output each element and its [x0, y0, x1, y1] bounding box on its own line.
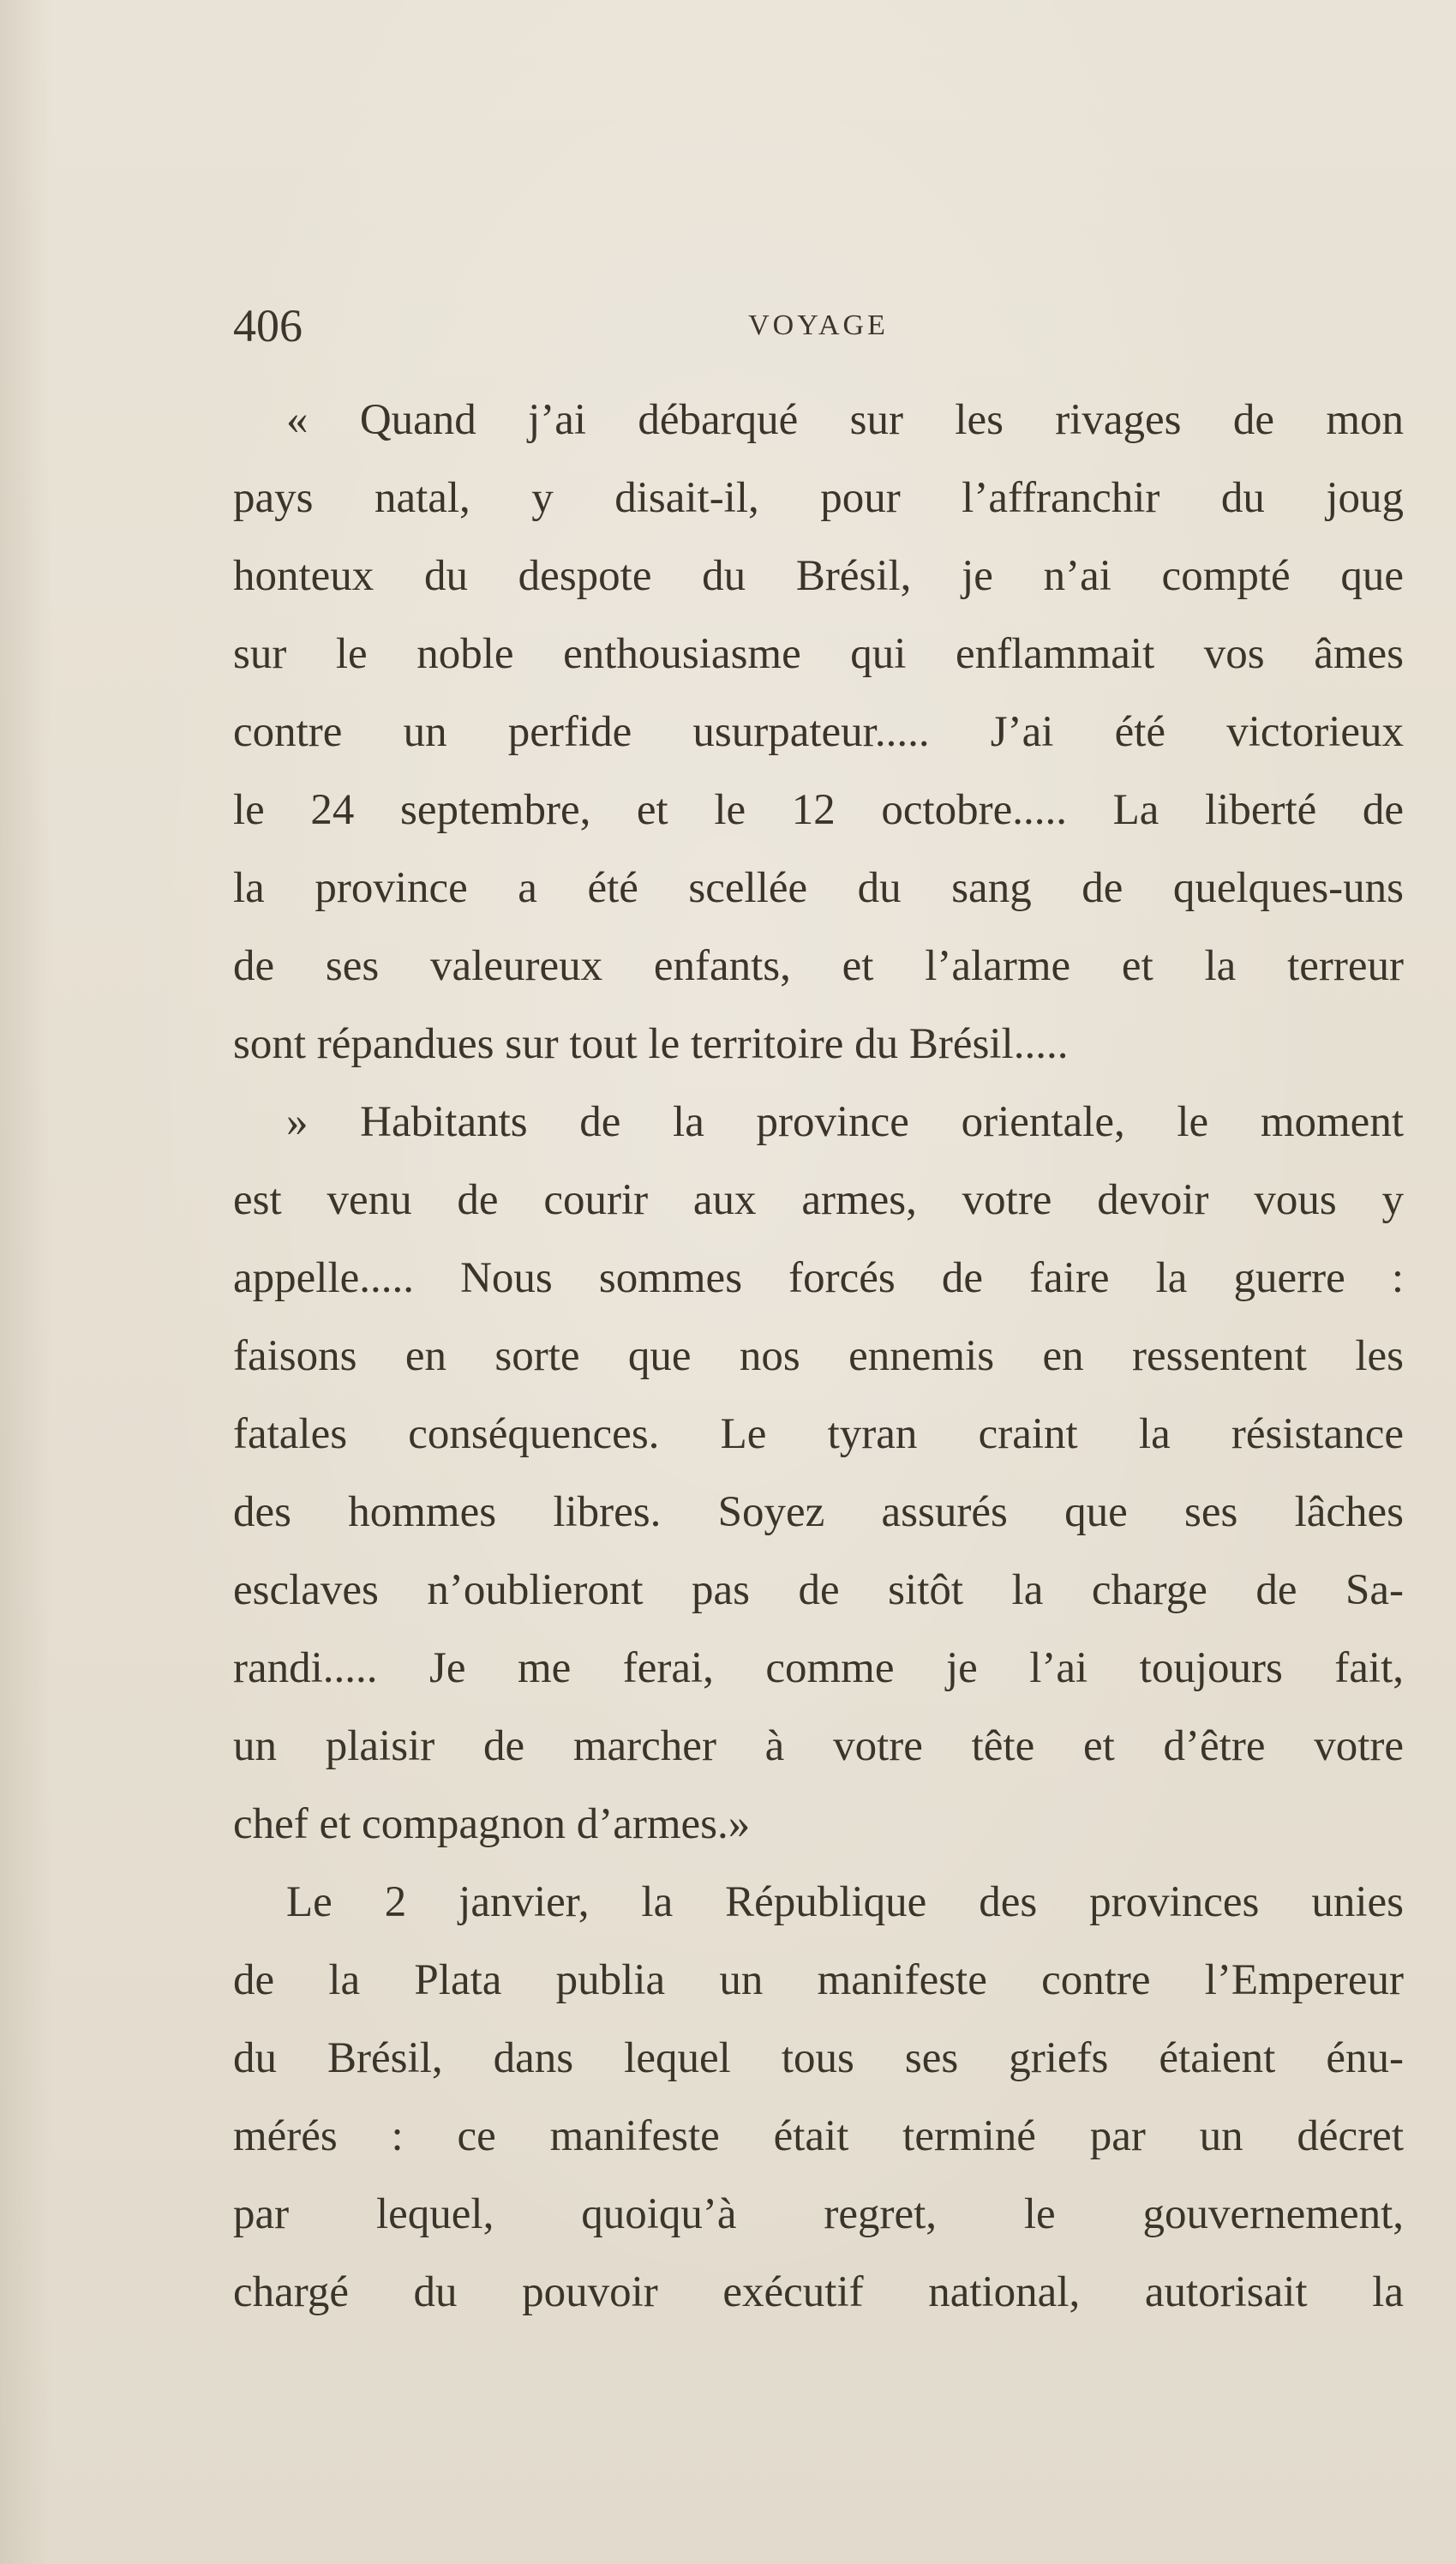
- text-line: pays natal, y disait-il, pour l’affranchir du joug: [233, 474, 1404, 522]
- text-line: esclaves n’oublieront pas de sitôt la charge de Sa-: [233, 1566, 1404, 1614]
- text-line: fatales conséquences. Le tyran craint la résistance: [233, 1410, 1404, 1458]
- running-title: VOYAGE: [748, 309, 889, 341]
- text-line: du Brésil, dans lequel tous ses griefs étaient énu-: [233, 2034, 1404, 2082]
- text-line: le 24 septembre, et le 12 octobre..... La liberté de: [233, 786, 1404, 834]
- text-line: chargé du pouvoir exécutif national, autorisait la: [233, 2268, 1404, 2316]
- text-line: Le 2 janvier, la République des provinces unies: [286, 1878, 1404, 1926]
- text-line: appelle..... Nous sommes forcés de faire la guerre :: [233, 1254, 1404, 1302]
- text-line: mérés : ce manifeste était terminé par un décret: [233, 2112, 1404, 2160]
- text-line: de la Plata publia un manifeste contre l’Empereur: [233, 1956, 1404, 2004]
- text-line: « Quand j’ai débarqué sur les rivages de mon: [286, 396, 1404, 444]
- text-line: honteux du despote du Brésil, je n’ai compté que: [233, 552, 1404, 600]
- running-head: [233, 296, 1404, 356]
- body-text: [233, 381, 1404, 2332]
- text-line: randi..... Je me ferai, comme je l’ai toujours fait,: [233, 1644, 1404, 1692]
- text-line: des hommes libres. Soyez assurés que ses lâches: [233, 1488, 1404, 1536]
- page-number: 406: [233, 300, 303, 351]
- text-line: est venu de courir aux armes, votre devoir vous y: [233, 1176, 1404, 1224]
- text-line: sur le noble enthousiasme qui enflammait vos âmes: [233, 630, 1404, 678]
- text-line: la province a été scellée du sang de quelques-uns: [233, 864, 1404, 912]
- text-line: » Habitants de la province orientale, le moment: [286, 1098, 1404, 1146]
- text-line: par lequel, quoiqu’à regret, le gouvernement,: [233, 2190, 1404, 2238]
- text-line: faisons en sorte que nos ennemis en ressentent les: [233, 1332, 1404, 1380]
- text-line: de ses valeureux enfants, et l’alarme et la terreur: [233, 942, 1404, 990]
- text-line: contre un perfide usurpateur..... J’ai été victorieux: [233, 708, 1404, 756]
- text-line: sont répandues sur tout le territoire du Brésil.....: [233, 1020, 1069, 1068]
- text-line: chef et compagnon d’armes.»: [233, 1800, 751, 1848]
- text-line: un plaisir de marcher à votre tête et d’être votre: [233, 1722, 1404, 1770]
